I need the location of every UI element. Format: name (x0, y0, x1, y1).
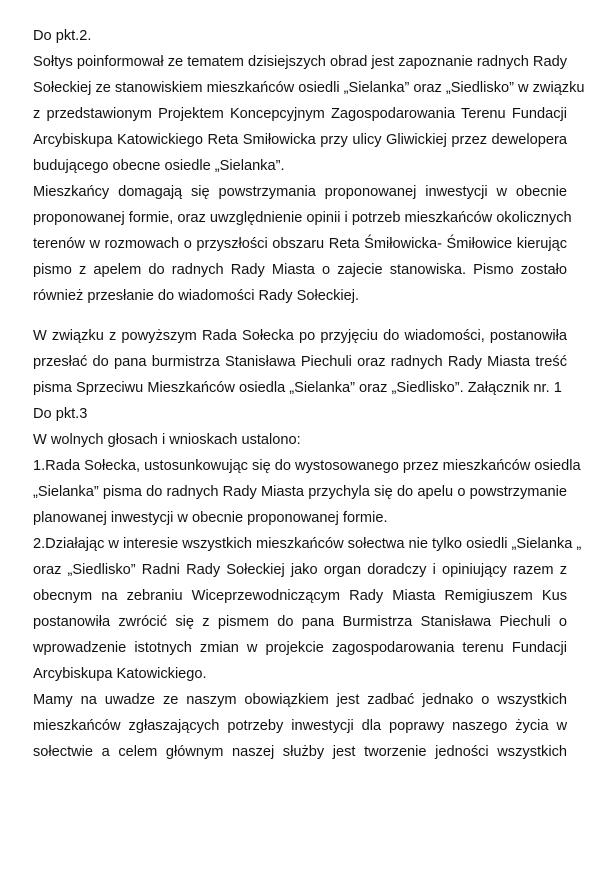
text-line: Arcybiskupa Katowickiego Reta Smiłowicka przy ulicy Gliwickiej przez dewelopera (33, 132, 567, 148)
text-line: 2.Działając w interesie wszystkich mieszkańców sołectwa nie tylko osiedli „Sielanka „ (33, 536, 582, 552)
text-line: oraz „Siedlisko” Radni Rady Sołeckiej jako organ doradczy i opiniujący razem z (33, 562, 567, 578)
paragraph-gap (33, 309, 567, 323)
text-line: obecnym na zebraniu Wiceprzewodniczącym Rady Miasta Remigiuszem Kus (33, 588, 567, 604)
section-intro: W wolnych głosach i wnioskach ustalono: (33, 432, 301, 448)
text-line: W związku z powyższym Rada Sołecka po przyjęciu do wiadomości, postanowiła (33, 328, 567, 344)
section-heading-pkt2: Do pkt.2. (33, 28, 92, 44)
text-line: proponowanej formie, oraz uwzględnienie opinii i potrzeb mieszkańców okolicznych (33, 210, 572, 226)
text-line: „Sielanka” pisma do radnych Rady Miasta przychyla się do apelu o powstrzymanie (33, 484, 567, 500)
text-line: mieszkańców zgłaszających potrzeby inwestycji dla poprawy naszego życia w (33, 718, 567, 734)
text-line: Sołeckiej ze stanowiskiem mieszkańców osiedli „Sielanka” oraz „Siedlisko” w związku (33, 80, 585, 96)
text-line: Mieszkańcy domagają się powstrzymania proponowanej inwestycji w obecnie (33, 184, 567, 200)
text-line: wprowadzenie istotnych zmian w projekcie zagospodarowania terenu Fundacji (33, 640, 567, 656)
text-line: postanowiła zwrócić się z pismem do pana Burmistrza Stanisława Piechuli o (33, 614, 567, 630)
text-line: pismo z apelem do radnych Rady Miasta o zajecie stanowiska. Pismo zostało (33, 262, 567, 278)
list-item-2 (33, 531, 582, 687)
paragraph-council-decision (33, 323, 567, 401)
text-line: sołectwie a celem głównym naszej służby jest tworzenie jedności wszystkich (33, 744, 567, 760)
text-line: budującego obecne osiedle „Sielanka”. (33, 158, 285, 174)
list-item-1 (33, 453, 581, 531)
text-line: Sołtys poinformował ze tematem dzisiejszych obrad jest zapoznanie radnych Rady (33, 54, 567, 70)
text-line: również przesłanie do wiadomości Rady Sołeckiej. (33, 288, 360, 304)
paragraph-residents-demand (33, 179, 572, 309)
paragraph-final (33, 687, 567, 765)
text-line: Arcybiskupa Katowickiego. (33, 666, 207, 682)
text-line: z przedstawionym Projektem Koncepcyjnym Zagospodarowania Terenu Fundacji (33, 106, 567, 122)
paragraph-soltys-informed (33, 49, 585, 179)
text-line: terenów w rozmowach o przyszłości obszaru Reta Śmiłowicka- Śmiłowice kierując (33, 236, 567, 252)
text-line: pisma Sprzeciwu Mieszkańców osiedla „Sielanka” oraz „Siedlisko”. Załącznik nr. 1 (33, 380, 562, 396)
document-page (33, 23, 585, 765)
text-line: 1.Rada Sołecka, ustosunkowując się do wystosowanego przez mieszkańców osiedla (33, 458, 581, 474)
text-line: Mamy na uwadze ze naszym obowiązkiem jest zadbać jednako o wszystkich (33, 692, 567, 708)
text-line: przesłać do pana burmistrza Stanisława Piechuli oraz radnych Rady Miasta treść (33, 354, 567, 370)
section-heading-pkt3: Do pkt.3 (33, 406, 88, 422)
text-line: planowanej inwestycji w obecnie proponowanej formie. (33, 510, 388, 526)
